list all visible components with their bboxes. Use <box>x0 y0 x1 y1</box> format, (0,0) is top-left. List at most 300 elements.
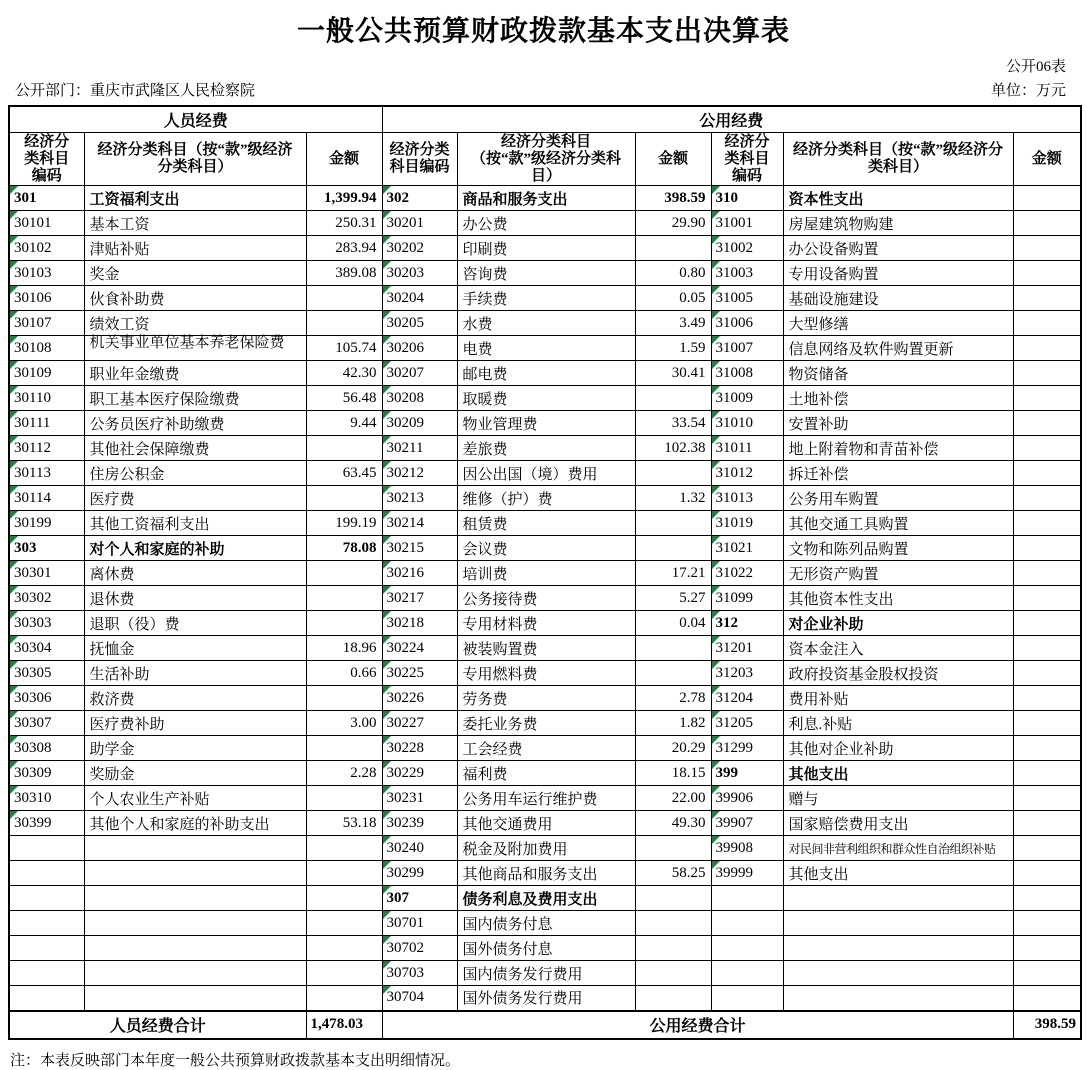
amount-cell <box>1013 336 1081 361</box>
code-cell: 31001 <box>711 211 783 236</box>
table-row <box>9 911 1081 936</box>
subject-cell: 基础设施建设 <box>783 286 1013 311</box>
code-cell: 30203 <box>382 261 457 286</box>
subject-cell: 公务接待费 <box>457 586 635 611</box>
code-cell: 31005 <box>711 286 783 311</box>
code-cell: 30207 <box>382 361 457 386</box>
col-header-amount-1: 金额 <box>306 133 382 186</box>
table-row <box>9 936 1081 961</box>
subject-cell: 房屋建筑物购建 <box>783 211 1013 236</box>
amount-cell <box>635 886 711 911</box>
amount-cell: 20.29 <box>635 736 711 761</box>
subject-cell: 资本金注入 <box>783 636 1013 661</box>
amount-cell <box>635 911 711 936</box>
subject-cell: 委托业务费 <box>457 711 635 736</box>
subject-cell: 退职（役）费 <box>84 611 306 636</box>
table-row <box>9 836 1081 861</box>
code-cell <box>9 836 84 861</box>
code-cell <box>9 886 84 911</box>
subject-cell: 公务用车购置 <box>783 486 1013 511</box>
subject-cell: 其他交通工具购置 <box>783 511 1013 536</box>
code-cell: 31009 <box>711 386 783 411</box>
amount-cell: 30.41 <box>635 361 711 386</box>
amount-cell: 1.59 <box>635 336 711 361</box>
subject-cell: 其他工资福利支出 <box>84 511 306 536</box>
totals-row <box>9 1011 1081 1039</box>
col-header-code-1: 经济分类科目编码 <box>9 133 84 186</box>
code-cell: 31013 <box>711 486 783 511</box>
subject-cell <box>783 936 1013 961</box>
code-cell: 31099 <box>711 586 783 611</box>
amount-cell: 2.28 <box>306 761 382 786</box>
subject-cell: 公务员医疗补助缴费 <box>84 411 306 436</box>
amount-cell: 105.74 <box>306 336 382 361</box>
amount-cell: 53.18 <box>306 811 382 836</box>
code-cell: 30199 <box>9 511 84 536</box>
subject-cell: 工会经费 <box>457 736 635 761</box>
code-cell: 303 <box>9 536 84 561</box>
amount-cell <box>1013 986 1081 1011</box>
code-cell <box>9 961 84 986</box>
code-cell: 31002 <box>711 236 783 261</box>
amount-cell: 398.59 <box>635 186 711 211</box>
code-cell: 31019 <box>711 511 783 536</box>
code-cell: 31203 <box>711 661 783 686</box>
subject-cell: 信息网络及软件购置更新 <box>783 336 1013 361</box>
section-header-personnel: 人员经费 <box>9 106 382 133</box>
code-cell: 30304 <box>9 636 84 661</box>
code-cell: 31021 <box>711 536 783 561</box>
table-row <box>9 186 1081 211</box>
code-cell <box>711 961 783 986</box>
amount-cell <box>635 961 711 986</box>
code-cell: 30101 <box>9 211 84 236</box>
subject-cell: 赠与 <box>783 786 1013 811</box>
code-cell: 30299 <box>382 861 457 886</box>
table-row <box>9 336 1081 361</box>
subject-cell: 拆迁补偿 <box>783 461 1013 486</box>
code-cell: 30399 <box>9 811 84 836</box>
code-cell: 30309 <box>9 761 84 786</box>
subject-cell: 其他交通费用 <box>457 811 635 836</box>
code-cell: 30218 <box>382 611 457 636</box>
amount-cell <box>1013 761 1081 786</box>
subject-cell: 对企业补助 <box>783 611 1013 636</box>
subject-cell: 利息.补贴 <box>783 711 1013 736</box>
code-cell <box>711 911 783 936</box>
amount-cell: 22.00 <box>635 786 711 811</box>
subject-cell: 救济费 <box>84 686 306 711</box>
subject-cell: 物业管理费 <box>457 411 635 436</box>
col-header-code-3: 经济分类科目编码 <box>711 133 783 186</box>
table-row <box>9 211 1081 236</box>
code-cell: 30215 <box>382 536 457 561</box>
code-cell: 302 <box>382 186 457 211</box>
table-row <box>9 861 1081 886</box>
subject-cell: 基本工资 <box>84 211 306 236</box>
amount-cell <box>306 686 382 711</box>
subject-cell: 个人农业生产补贴 <box>84 786 306 811</box>
amount-cell <box>306 436 382 461</box>
table-row <box>9 311 1081 336</box>
subject-cell: 机关事业单位基本养老保险费 <box>84 336 306 361</box>
subject-cell: 国外债务发行费用 <box>457 986 635 1011</box>
code-cell: 31010 <box>711 411 783 436</box>
table-row <box>9 961 1081 986</box>
amount-cell <box>1013 286 1081 311</box>
code-cell: 30103 <box>9 261 84 286</box>
subject-cell: 咨询费 <box>457 261 635 286</box>
code-cell <box>711 986 783 1011</box>
amount-cell: 2.78 <box>635 686 711 711</box>
amount-cell <box>1013 311 1081 336</box>
amount-cell: 58.25 <box>635 861 711 886</box>
amount-cell <box>1013 586 1081 611</box>
code-cell: 30310 <box>9 786 84 811</box>
amount-cell <box>635 536 711 561</box>
amount-cell <box>1013 386 1081 411</box>
amount-cell: 3.49 <box>635 311 711 336</box>
code-cell: 30108 <box>9 336 84 361</box>
amount-cell <box>306 486 382 511</box>
subject-cell: 印刷费 <box>457 236 635 261</box>
subject-cell: 医疗费补助 <box>84 711 306 736</box>
subject-cell: 电费 <box>457 336 635 361</box>
amount-cell: 389.08 <box>306 261 382 286</box>
amount-cell: 0.66 <box>306 661 382 686</box>
subject-cell: 绩效工资 <box>84 311 306 336</box>
amount-cell <box>1013 661 1081 686</box>
table-row <box>9 236 1081 261</box>
table-row <box>9 636 1081 661</box>
amount-cell: 5.27 <box>635 586 711 611</box>
code-cell <box>9 936 84 961</box>
code-cell: 30231 <box>382 786 457 811</box>
code-cell: 301 <box>9 186 84 211</box>
amount-cell <box>635 836 711 861</box>
code-cell: 30229 <box>382 761 457 786</box>
amount-cell <box>306 911 382 936</box>
amount-cell: 0.80 <box>635 261 711 286</box>
code-cell: 30201 <box>382 211 457 236</box>
subject-cell: 因公出国（境）费用 <box>457 461 635 486</box>
code-cell: 31201 <box>711 636 783 661</box>
code-cell <box>9 861 84 886</box>
code-cell: 30303 <box>9 611 84 636</box>
subject-cell <box>84 961 306 986</box>
subject-cell: 医疗费 <box>84 486 306 511</box>
table-row <box>9 461 1081 486</box>
amount-cell <box>1013 211 1081 236</box>
code-cell: 30208 <box>382 386 457 411</box>
subject-cell: 奖金 <box>84 261 306 286</box>
col-header-subject-3: 经济分类科目（按“款”级经济分类科目） <box>783 133 1013 186</box>
code-cell: 30216 <box>382 561 457 586</box>
amount-cell <box>1013 186 1081 211</box>
col-header-subject-1: 经济分类科目（按“款”级经济分类科目） <box>84 133 306 186</box>
amount-cell <box>306 936 382 961</box>
subject-cell <box>783 886 1013 911</box>
code-cell: 31003 <box>711 261 783 286</box>
subject-cell: 公务用车运行维护费 <box>457 786 635 811</box>
subject-cell: 助学金 <box>84 736 306 761</box>
amount-cell <box>1013 811 1081 836</box>
subject-cell <box>783 911 1013 936</box>
code-cell: 30204 <box>382 286 457 311</box>
subject-cell: 国外债务付息 <box>457 936 635 961</box>
amount-cell <box>635 511 711 536</box>
code-cell: 30209 <box>382 411 457 436</box>
amount-cell: 9.44 <box>306 411 382 436</box>
table-row <box>9 661 1081 686</box>
amount-cell <box>1013 611 1081 636</box>
code-cell: 30214 <box>382 511 457 536</box>
page-title: 一般公共预算财政拨款基本支出决算表 <box>296 16 790 47</box>
table-row <box>9 386 1081 411</box>
table-row <box>9 436 1081 461</box>
code-cell <box>711 886 783 911</box>
section-header-row <box>9 106 1081 133</box>
amount-cell <box>635 986 711 1011</box>
amount-cell <box>635 636 711 661</box>
amount-cell: 102.38 <box>635 436 711 461</box>
code-cell: 31007 <box>711 336 783 361</box>
subject-cell: 取暖费 <box>457 386 635 411</box>
subject-cell: 办公费 <box>457 211 635 236</box>
amount-cell <box>1013 786 1081 811</box>
amount-cell <box>306 586 382 611</box>
table-row <box>9 786 1081 811</box>
code-cell <box>711 936 783 961</box>
subject-cell: 办公设备购置 <box>783 236 1013 261</box>
subject-cell: 地上附着物和青苗补偿 <box>783 436 1013 461</box>
table-row <box>9 611 1081 636</box>
code-cell: 30212 <box>382 461 457 486</box>
subject-cell: 费用补贴 <box>783 686 1013 711</box>
subject-cell: 退休费 <box>84 586 306 611</box>
amount-cell <box>306 986 382 1011</box>
subject-cell: 维修（护）费 <box>457 486 635 511</box>
subject-cell: 生活补助 <box>84 661 306 686</box>
code-cell: 31204 <box>711 686 783 711</box>
subject-cell: 国内债务发行费用 <box>457 961 635 986</box>
subject-cell: 其他支出 <box>783 861 1013 886</box>
subject-cell: 奖励金 <box>84 761 306 786</box>
subject-cell: 水费 <box>457 311 635 336</box>
table-row <box>9 711 1081 736</box>
amount-cell <box>306 886 382 911</box>
amount-cell <box>1013 411 1081 436</box>
code-cell: 39999 <box>711 861 783 886</box>
subject-cell: 物资储备 <box>783 361 1013 386</box>
code-cell: 30228 <box>382 736 457 761</box>
code-cell: 30306 <box>9 686 84 711</box>
amount-cell: 49.30 <box>635 811 711 836</box>
code-cell: 30109 <box>9 361 84 386</box>
code-cell: 30239 <box>382 811 457 836</box>
code-cell: 30110 <box>9 386 84 411</box>
code-cell: 31205 <box>711 711 783 736</box>
table-row <box>9 886 1081 911</box>
amount-cell <box>306 861 382 886</box>
code-cell: 30702 <box>382 936 457 961</box>
amount-cell <box>1013 886 1081 911</box>
amount-cell <box>635 236 711 261</box>
subject-cell: 政府投资基金股权投资 <box>783 661 1013 686</box>
subject-cell: 专用燃料费 <box>457 661 635 686</box>
subject-cell <box>84 986 306 1011</box>
subject-cell: 对民间非营利组织和群众性自治组织补贴 <box>783 836 1013 861</box>
col-header-subject-2: 经济分类科目（按“款”级经济分类科目） <box>457 133 635 186</box>
amount-cell: 1.82 <box>635 711 711 736</box>
amount-cell <box>306 561 382 586</box>
col-header-code-2: 经济分类科目编码 <box>382 133 457 186</box>
amount-cell: 29.90 <box>635 211 711 236</box>
amount-cell: 18.96 <box>306 636 382 661</box>
code-cell: 30307 <box>9 711 84 736</box>
subject-cell: 其他个人和家庭的补助支出 <box>84 811 306 836</box>
amount-cell: 42.30 <box>306 361 382 386</box>
amount-cell: 56.48 <box>306 386 382 411</box>
code-cell: 30226 <box>382 686 457 711</box>
table-row <box>9 411 1081 436</box>
amount-cell <box>1013 961 1081 986</box>
amount-cell <box>306 611 382 636</box>
amount-cell <box>1013 936 1081 961</box>
code-cell: 30308 <box>9 736 84 761</box>
subject-cell: 抚恤金 <box>84 636 306 661</box>
table-number: 公开06表 <box>1005 59 1066 75</box>
subject-cell: 其他支出 <box>783 761 1013 786</box>
code-cell: 30225 <box>382 661 457 686</box>
subject-cell: 离休费 <box>84 561 306 586</box>
amount-cell <box>306 836 382 861</box>
subject-cell <box>783 961 1013 986</box>
code-cell: 30704 <box>382 986 457 1011</box>
subject-cell <box>84 886 306 911</box>
code-cell: 39908 <box>711 836 783 861</box>
amount-cell <box>1013 861 1081 886</box>
amount-cell <box>1013 461 1081 486</box>
amount-cell <box>635 936 711 961</box>
department-label: 公开部门：重庆市武隆区人民检察院 <box>15 83 256 99</box>
table-row <box>9 536 1081 561</box>
amount-cell: 3.00 <box>306 711 382 736</box>
subject-cell: 培训费 <box>457 561 635 586</box>
subject-cell: 税金及附加费用 <box>457 836 635 861</box>
code-cell: 30102 <box>9 236 84 261</box>
amount-cell <box>1013 361 1081 386</box>
amount-cell: 1.32 <box>635 486 711 511</box>
subject-cell: 国内债务付息 <box>457 911 635 936</box>
subject-cell: 商品和服务支出 <box>457 186 635 211</box>
code-cell: 312 <box>711 611 783 636</box>
amount-cell <box>635 386 711 411</box>
col-header-amount-2: 金额 <box>635 133 711 186</box>
table-row <box>9 486 1081 511</box>
code-cell: 31006 <box>711 311 783 336</box>
code-cell: 399 <box>711 761 783 786</box>
amount-cell <box>306 736 382 761</box>
code-cell: 30703 <box>382 961 457 986</box>
amount-cell <box>635 661 711 686</box>
code-cell <box>9 986 84 1011</box>
personnel-total-amount: 1,478.03 <box>306 1011 382 1039</box>
amount-cell <box>1013 236 1081 261</box>
amount-cell: 199.19 <box>306 511 382 536</box>
code-cell: 30114 <box>9 486 84 511</box>
subject-cell: 手续费 <box>457 286 635 311</box>
subject-cell: 会议费 <box>457 536 635 561</box>
code-cell: 30224 <box>382 636 457 661</box>
meta-row <box>15 79 1066 100</box>
amount-cell <box>1013 836 1081 861</box>
subject-cell: 专用设备购置 <box>783 261 1013 286</box>
subject-cell: 债务利息及费用支出 <box>457 886 635 911</box>
amount-cell <box>1013 911 1081 936</box>
code-cell: 30106 <box>9 286 84 311</box>
code-cell: 30113 <box>9 461 84 486</box>
code-cell: 39906 <box>711 786 783 811</box>
subject-cell: 职工基本医疗保险缴费 <box>84 386 306 411</box>
code-cell: 30107 <box>9 311 84 336</box>
amount-cell: 1,399.94 <box>306 186 382 211</box>
subject-cell: 差旅费 <box>457 436 635 461</box>
subject-cell: 安置补助 <box>783 411 1013 436</box>
table-row <box>9 736 1081 761</box>
subject-cell: 土地补偿 <box>783 386 1013 411</box>
code-cell: 30202 <box>382 236 457 261</box>
subject-cell <box>84 911 306 936</box>
subject-cell: 住房公积金 <box>84 461 306 486</box>
amount-cell: 78.08 <box>306 536 382 561</box>
amount-cell: 283.94 <box>306 236 382 261</box>
table-row <box>9 686 1081 711</box>
table-row <box>9 511 1081 536</box>
subject-cell: 伙食补助费 <box>84 286 306 311</box>
amount-cell: 0.04 <box>635 611 711 636</box>
subject-cell: 对个人和家庭的补助 <box>84 536 306 561</box>
public-total-label: 公用经费合计 <box>382 1011 1013 1039</box>
subject-cell: 工资福利支出 <box>84 186 306 211</box>
amount-cell <box>1013 436 1081 461</box>
subject-cell: 邮电费 <box>457 361 635 386</box>
table-note: 注：本表反映部门本年度一般公共预算财政拨款基本支出明细情况。 <box>10 1052 461 1069</box>
table-row <box>9 261 1081 286</box>
unit-label: 单位：万元 <box>990 83 1066 99</box>
code-cell: 30701 <box>382 911 457 936</box>
code-cell: 30302 <box>9 586 84 611</box>
code-cell: 310 <box>711 186 783 211</box>
subject-cell <box>84 936 306 961</box>
expenditure-table <box>8 105 1082 1040</box>
amount-cell <box>1013 636 1081 661</box>
code-cell: 30217 <box>382 586 457 611</box>
code-cell: 31008 <box>711 361 783 386</box>
code-cell: 30211 <box>382 436 457 461</box>
table-row <box>9 361 1081 386</box>
table-row <box>9 286 1081 311</box>
subject-cell: 津贴补贴 <box>84 236 306 261</box>
code-cell: 307 <box>382 886 457 911</box>
subject-cell: 被装购置费 <box>457 636 635 661</box>
subject-cell: 其他对企业补助 <box>783 736 1013 761</box>
code-cell <box>9 911 84 936</box>
amount-cell: 17.21 <box>635 561 711 586</box>
code-cell: 30305 <box>9 661 84 686</box>
subject-cell: 其他资本性支出 <box>783 586 1013 611</box>
code-cell: 30205 <box>382 311 457 336</box>
